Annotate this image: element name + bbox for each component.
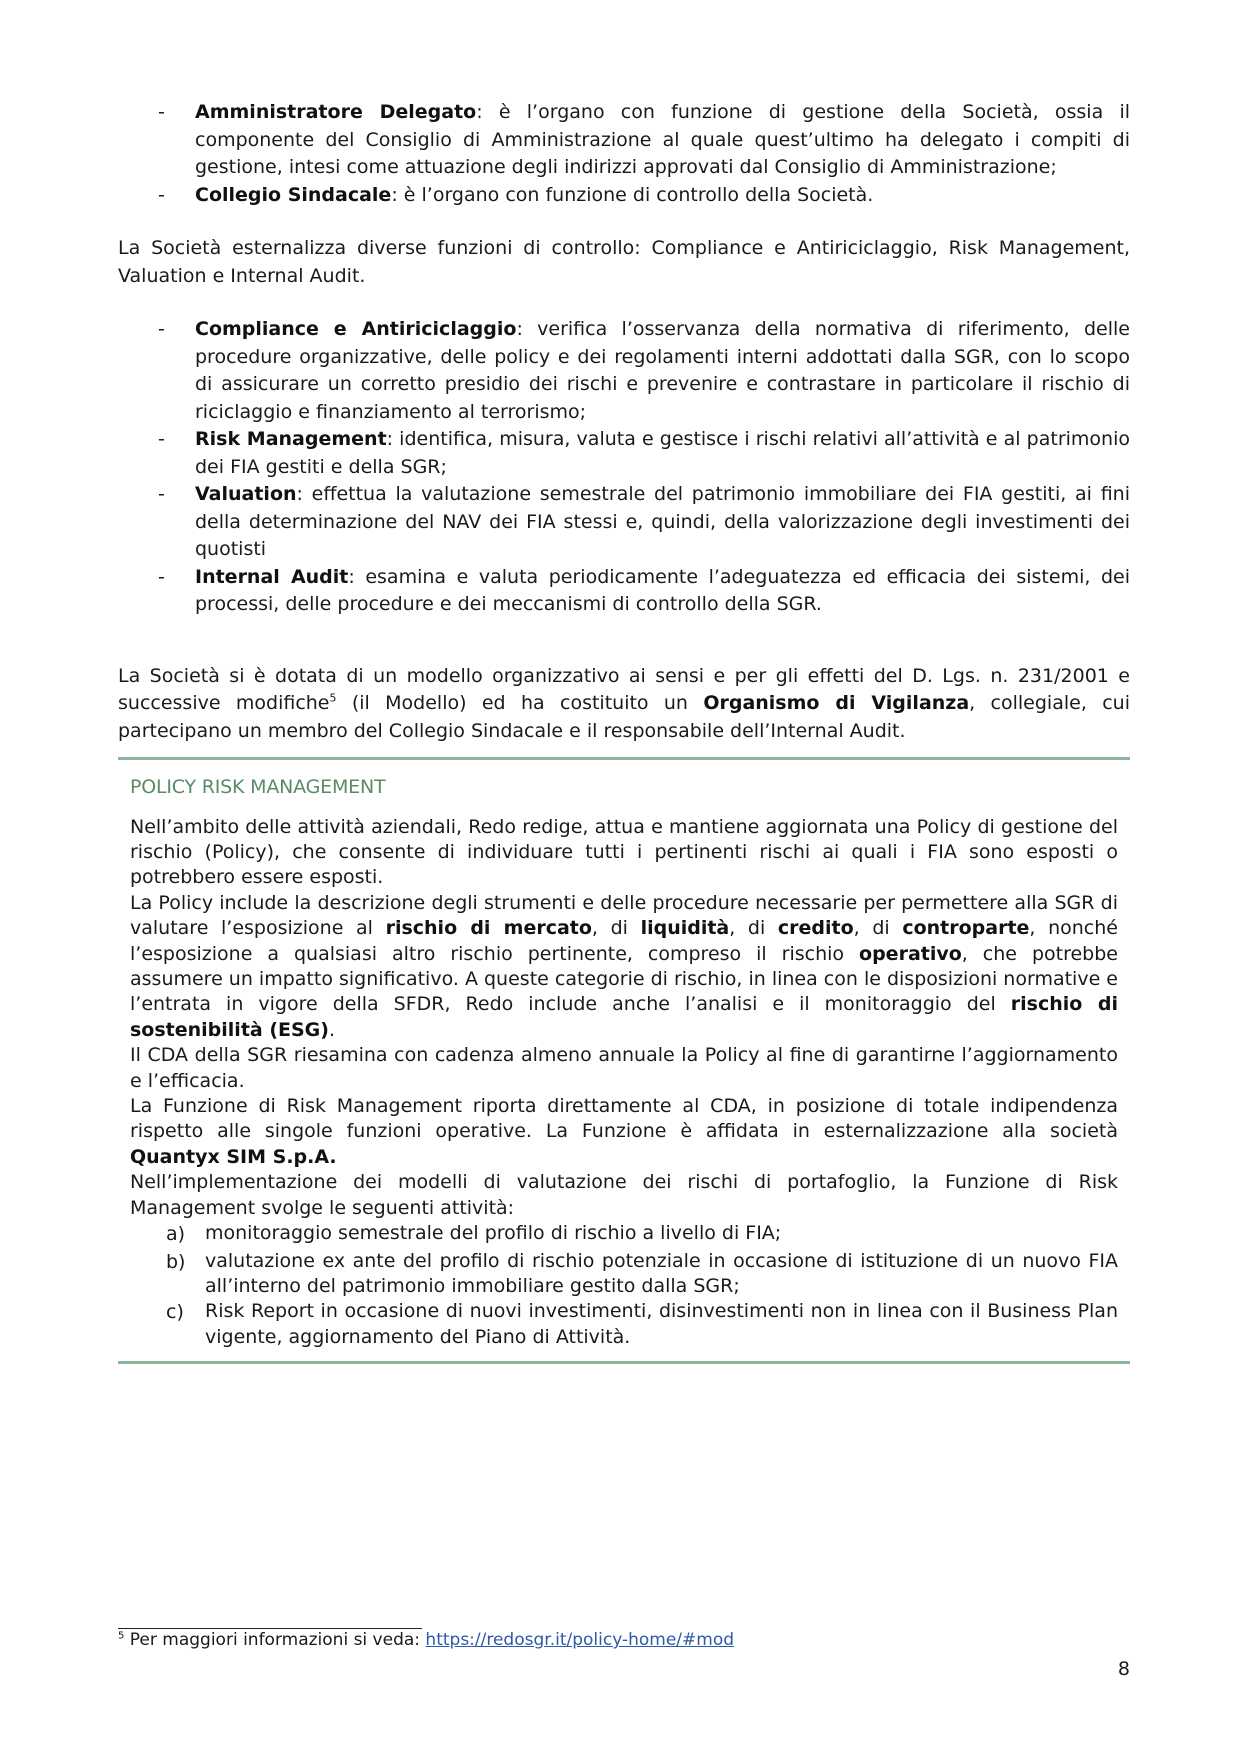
list-item <box>118 426 1130 481</box>
footnote-marker: 5 <box>118 1630 125 1642</box>
definition: : è l’organo con funzione di gestione della Società, ossia il componente del Consiglio di Amministrazione al quale quest’ultimo ha delegato i compiti di gestione, intesi come attuazione degli indirizzi approvati dal Consiglio di Amministrazione; <box>195 101 1130 178</box>
paragraph-model: La Società si è dotata di un modello organizzativo ai sensi e per gli effetti del D. Lgs. n. 231/2001 e successive modifiche$^5$ (il Modello) ed ha costituito un Organismo di Vigilanza, collegiale, cui partecipano un membro del Collegio Sindacale e il responsabile dell’Internal Audit. <box>118 664 1130 742</box>
definition: : effettua la valutazione semestrale del patrimonio immobiliare dei FIA gestiti, ai fini della determinazione del NAV dei FIA stessi e, quindi, della valorizzazione degli investimenti dei quotisti <box>195 483 1130 560</box>
policy-box <box>118 757 1130 1364</box>
term: Risk Management <box>195 428 387 450</box>
page-body <box>118 99 1130 1364</box>
list-item <box>118 316 1130 426</box>
footnote <box>118 1628 734 1652</box>
ordered-item <box>130 1299 1118 1350</box>
footnote-link[interactable]: https://redosgr.it/policy-home/#mod <box>425 1630 735 1650</box>
list-item <box>118 564 1130 619</box>
item-text: Risk Report in occasione di nuovi investimenti, disinvestimenti non in linea con il Business Plan vigente, aggiornamento del Piano di Attività. <box>205 1300 1118 1348</box>
item-marker: b) <box>166 1250 186 1273</box>
item-marker: a) <box>166 1223 186 1245</box>
term: Valuation <box>195 483 297 505</box>
bullet-dash: - <box>158 101 165 123</box>
paragraph: Nell’implementazione dei modelli di valutazione dei rischi di portafoglio, la Funzione di Risk Management svolge le seguenti attività: <box>130 1171 1118 1219</box>
paragraph: Nell’ambito delle attività aziendali, Redo redige, attua e mantiene aggiornata una Policy di gestione del rischio (Policy), che consente di individuare tutti i pertinenti rischi ai quali i FIA sono esposti o potrebbero essere esposti. <box>130 815 1118 889</box>
bullet-dash: - <box>158 565 165 588</box>
page-number: 8 <box>1117 1658 1130 1680</box>
definition: : esamina e valuta periodicamente l’adeguatezza ed efficacia dei sistemi, dei processi, delle procedure e dei meccanismi di controllo della SGR. <box>195 565 1130 615</box>
definition: : verifica l’osservanza della normativa di riferimento, delle procedure organizzative, delle policy e dei regolamenti interni addottati dalla SGR, con lo scopo di assicurare un corretto presidio dei rischi e prevenire e contrastare in particolare il rischio di riciclaggio e finanziamento al terrorismo; <box>195 318 1130 423</box>
item-marker: c) <box>166 1301 184 1324</box>
item-text: monitoraggio semestrale del profilo di rischio a livello di FIA; <box>205 1222 782 1244</box>
paragraph: La Funzione di Risk Management riporta direttamente al CDA, in posizione di totale indipendenza rispetto alle singole funzioni operative. La Funzione è affidata in esternalizzazione alla società Quantyx SIM S.p.A. <box>130 1094 1118 1168</box>
bullet-dash: - <box>158 483 165 505</box>
definition: : identifica, misura, valuta e gestisce i rischi relativi all’attività e al patrimonio dei FIA gestiti e della SGR; <box>195 428 1130 478</box>
footnote-text: Per maggiori informazioni si veda: <box>124 1630 426 1650</box>
paragraph-functions: La Società esternalizza diverse funzioni di controllo: Compliance e Antiriciclaggio, Risk Management, Valuation e Internal Audit. <box>118 237 1130 287</box>
item-text: valutazione ex ante del profilo di rischio potenziale in occasione di istituzione di un nuovo FIA all’interno del patrimonio immobiliare gestito dalla SGR; <box>205 1249 1118 1297</box>
bullet-dash: - <box>158 318 165 340</box>
ordered-item <box>130 1249 1118 1300</box>
term: Collegio Sindacale <box>195 183 392 206</box>
paragraph: Il CDA della SGR riesamina con cadenza almeno annuale la Policy al fine di garantirne l’aggiornamento e l’efficacia. <box>130 1044 1118 1092</box>
definition: : è l’organo con funzione di controllo della Società. <box>391 183 874 206</box>
footnote-ref: 5 <box>329 691 337 705</box>
bullet-dash: - <box>158 428 165 450</box>
term: Internal Audit <box>195 565 349 588</box>
ordered-item <box>130 1221 1118 1249</box>
list-item <box>118 99 1130 182</box>
paragraph: La Policy include la descrizione degli strumenti e delle procedure necessarie per permettere alla SGR di valutare l’esposizione al rischio di mercato, di liquidità, di credito, di controparte, nonché l’esposizione a qualsiasi altro rischio pertinente, compreso il rischio operativo, che potrebbe assumere un impatto significativo. A queste categorie di rischio, in linea con le disposizioni normative e l’entrata in vigore della SFDR, Redo include anche l’analisi e il monitoraggio del rischio di sostenibilità (ESG). <box>130 891 1118 1041</box>
term: Amministratore Delegato <box>195 101 477 123</box>
bullet-dash: - <box>158 183 165 206</box>
list-item <box>118 182 1130 210</box>
list-item <box>118 481 1130 564</box>
section-title: POLICY RISK MANAGEMENT <box>130 776 386 798</box>
term: Compliance e Antiriciclaggio <box>195 318 517 340</box>
